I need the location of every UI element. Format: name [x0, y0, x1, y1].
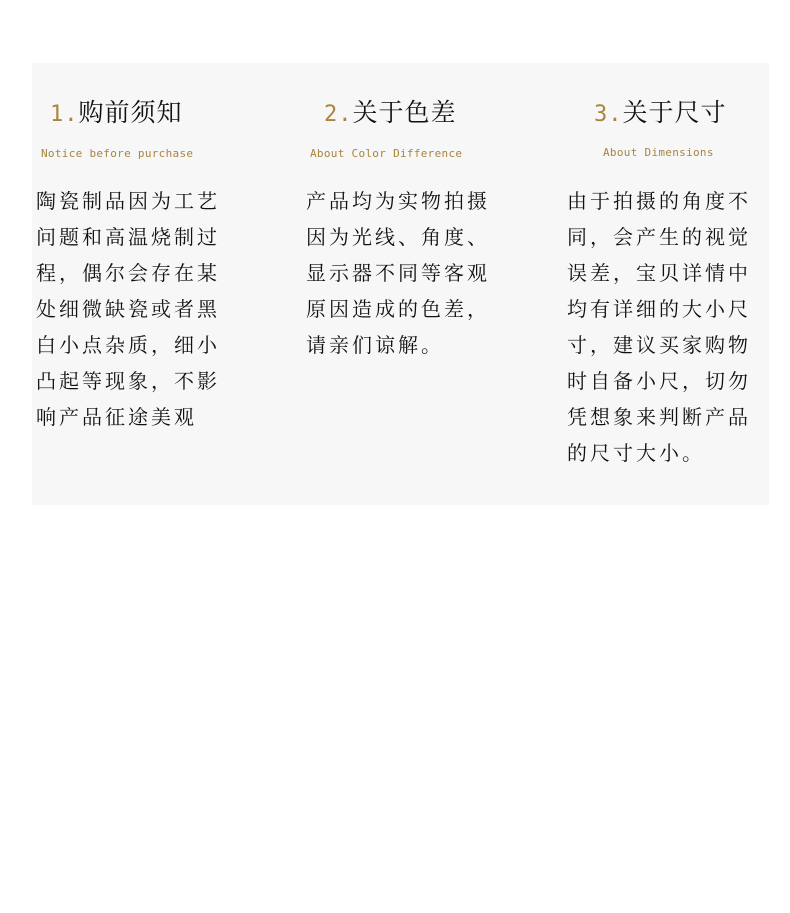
body-line: 寸，建议买家购物: [567, 333, 751, 357]
body-line: 因为光线、角度、: [306, 225, 490, 249]
section-heading: [594, 96, 790, 132]
section-number: 1.: [50, 102, 79, 127]
section-number: 2.: [324, 102, 353, 127]
body-line: 产品均为实物拍摄: [306, 189, 490, 213]
section-subtitle: About Color Difference: [310, 147, 463, 160]
body-line: 问题和高温烧制过: [36, 225, 220, 249]
section-title: 购前须知: [78, 98, 183, 127]
section-body: [36, 183, 220, 435]
body-line: 由于拍摄的角度不: [567, 189, 751, 213]
body-line: 处细微缺瓷或者黑: [36, 297, 220, 321]
body-line: 请亲们谅解。: [306, 333, 444, 357]
body-line: 响产品征途美观: [36, 405, 197, 429]
body-line: 白小点杂质，细小: [36, 333, 220, 357]
body-line: 时自备小尺，切勿: [567, 369, 751, 393]
body-line: 误差，宝贝详情中: [567, 261, 751, 285]
body-line: 显示器不同等客观: [306, 261, 490, 285]
section-body: [306, 183, 490, 363]
section-body: [567, 183, 751, 471]
section-subtitle: About Dimensions: [603, 146, 714, 159]
body-line: 陶瓷制品因为工艺: [36, 189, 220, 213]
body-line: 的尺寸大小。: [567, 441, 705, 465]
section-title: 关于色差: [352, 98, 457, 127]
section-heading: [324, 96, 554, 132]
body-line: 凭想象来判断产品: [567, 405, 751, 429]
body-line: 均有详细的大小尺: [567, 297, 751, 321]
body-line: 凸起等现象，不影: [36, 369, 220, 393]
section-heading: [50, 96, 290, 132]
section-number: 3.: [594, 102, 623, 127]
body-line: 程，偶尔会存在某: [36, 261, 220, 285]
section-title: 关于尺寸: [622, 98, 727, 127]
body-line: 原因造成的色差，: [306, 297, 490, 321]
body-line: 同，会产生的视觉: [567, 225, 751, 249]
notice-panel: [32, 63, 769, 505]
section-subtitle: Notice before purchase: [41, 147, 194, 160]
